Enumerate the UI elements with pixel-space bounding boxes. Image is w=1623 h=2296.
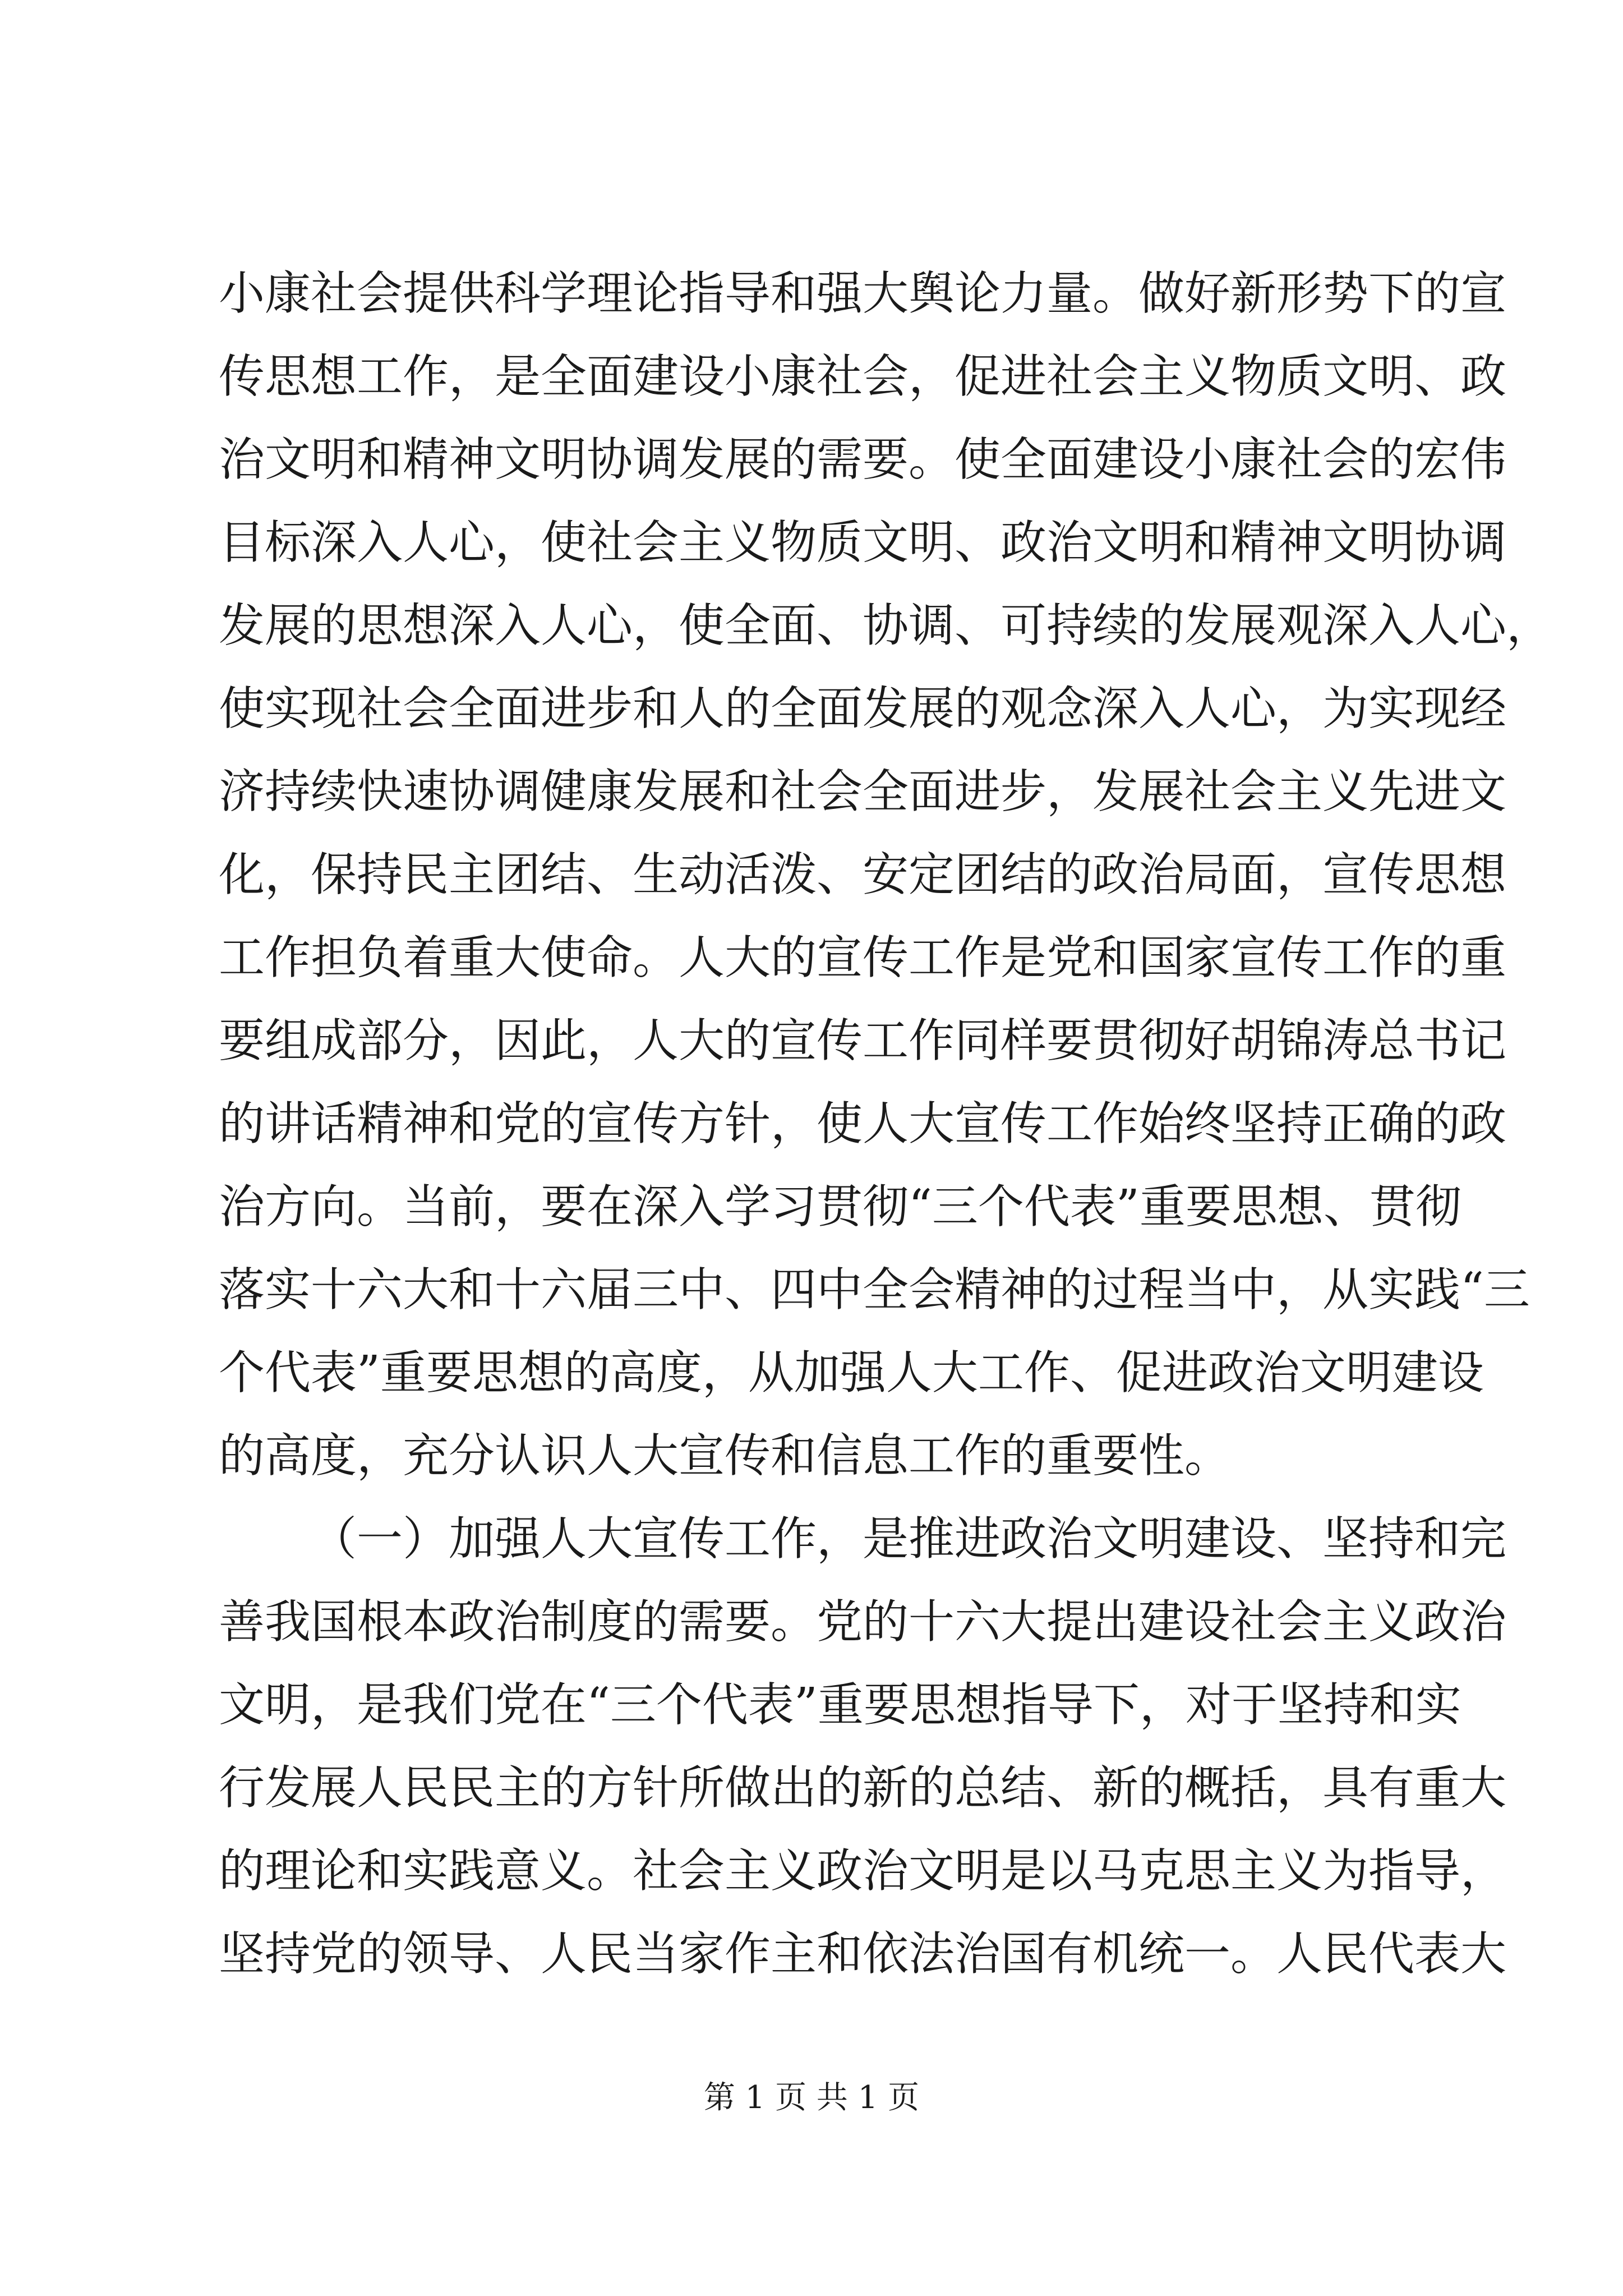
text-line: 落实十六大和十六届三中、四中全会精神的过程当中，从实践“三	[219, 1263, 1530, 1317]
text-line: 治方向。当前，要在深入学习贯彻“三个代表”重要思想、贯彻	[219, 1180, 1461, 1234]
text-line: 济持续快速协调健康发展和社会全面进步，发展社会主义先进文	[219, 765, 1507, 818]
text-line: 化，保持民主团结、生动活泼、安定团结的政治局面，宣传思想	[219, 848, 1507, 901]
text-line: 目标深入人心，使社会主义物质文明、政治文明和精神文明协调	[219, 516, 1507, 569]
text-line: 的高度，充分认识人大宣传和信息工作的重要性。	[219, 1429, 1231, 1483]
text-line: 治文明和精神文明协调发展的需要。使全面建设小康社会的宏伟	[219, 433, 1507, 486]
text-line: 善我国根本政治制度的需要。党的十六大提出建设社会主义政治	[219, 1595, 1507, 1649]
text-line: 文明，是我们党在“三个代表”重要思想指导下，对于坚持和实	[219, 1678, 1461, 1732]
text-line: 的讲话精神和党的宣传方针，使人大宣传工作始终坚持正确的政	[219, 1097, 1507, 1151]
text-line: 个代表”重要思想的高度，从加强人大工作、促进政治文明建设	[219, 1346, 1484, 1400]
text-line: 的理论和实践意义。社会主义政治文明是以马克思主义为指导，	[219, 1844, 1507, 1898]
paragraph-2	[219, 1498, 1507, 1996]
text-line: 要组成部分，因此，人大的宣传工作同样要贯彻好胡锦涛总书记	[219, 1014, 1507, 1068]
paragraph-1	[219, 252, 1553, 1498]
document-body	[219, 252, 1553, 1996]
text-line: 行发展人民民主的方针所做出的新的总结、新的概括，具有重大	[219, 1761, 1507, 1815]
page-footer	[0, 2076, 1623, 2120]
text-line: 发展的思想深入人心，使全面、协调、可持续的发展观深入人心，	[219, 599, 1553, 652]
page-number-label: 第 1 页 共 1 页	[703, 2079, 920, 2116]
text-line: 使实现社会全面进步和人的全面发展的观念深入人心，为实现经	[219, 682, 1507, 735]
text-line: 小康社会提供科学理论指导和强大舆论力量。做好新形势下的宣	[219, 267, 1507, 320]
text-line: （一）加强人大宣传工作，是推进政治文明建设、坚持和完	[311, 1512, 1507, 1566]
text-line: 工作担负着重大使命。人大的宣传工作是党和国家宣传工作的重	[219, 931, 1507, 984]
text-line: 传思想工作，是全面建设小康社会，促进社会主义物质文明、政	[219, 350, 1507, 403]
text-line: 坚持党的领导、人民当家作主和依法治国有机统一。人民代表大	[219, 1927, 1507, 1981]
